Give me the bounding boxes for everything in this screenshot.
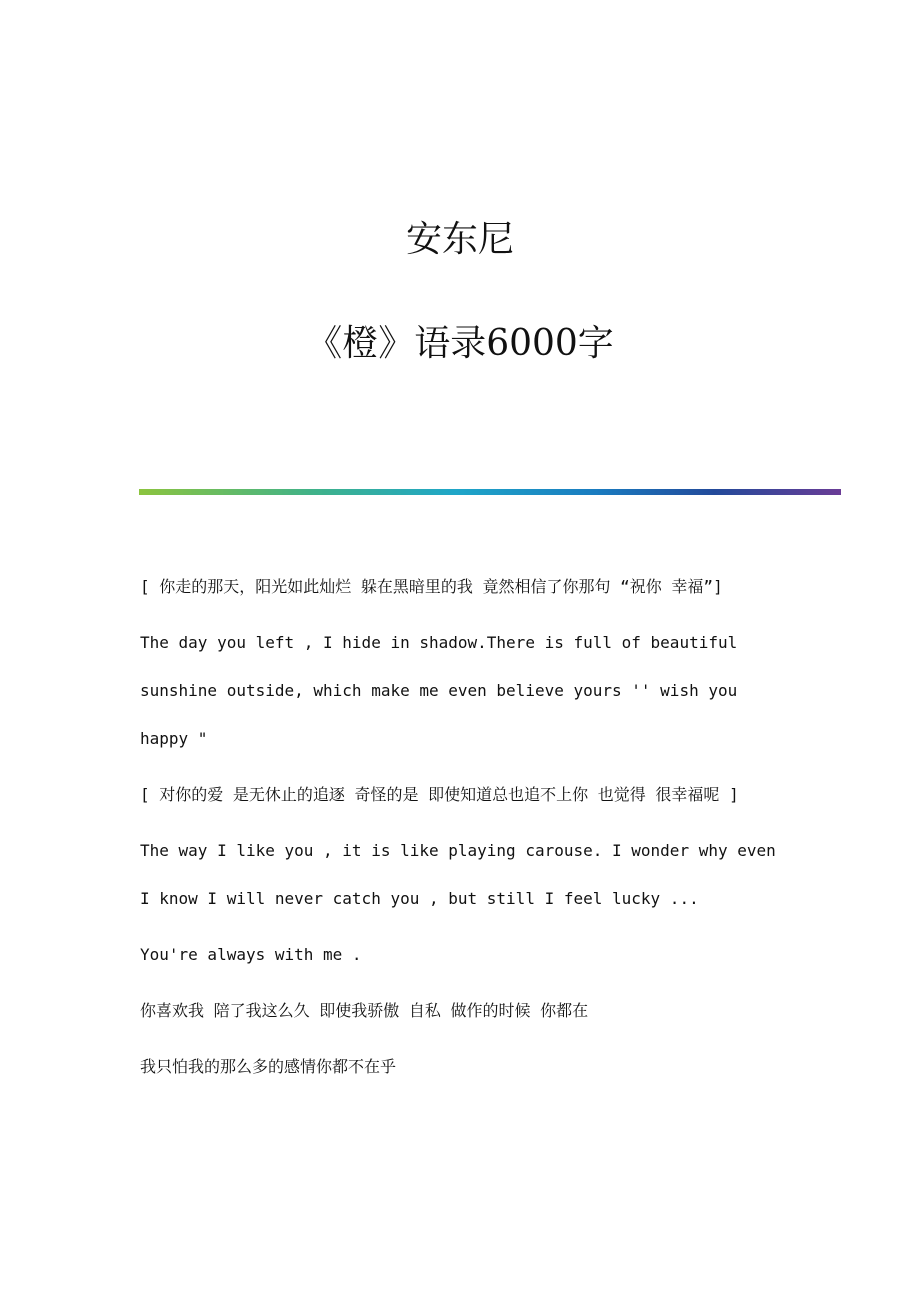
paragraph-english-2: The way I like you , it is like playing carouse. I wonder why even I know I will never catch you , but still I feel lucky ... [140,841,776,908]
paragraph-chinese-2: [ 对你的爱 是无休止的追逐 奇怪的是 即使知道总也追不上你 也觉得 很幸福呢 ] [140,785,739,804]
document-title-main: 《橙》语录6000字 [306,323,614,364]
paragraph-english-1: The day you left , I hide in shadow.There is full of beautiful sunshine outside, which make me even believe yours '' wish you happy " [140,633,738,748]
paragraph-english-3: You're always with me . [140,945,362,964]
document-title-author: 安东尼 [405,219,514,260]
document-body [140,563,790,1091]
gradient-divider [139,489,841,495]
paragraph-chinese-4: 我只怕我的那么多的感情你都不在乎 [140,1057,397,1076]
paragraph-chinese-3: 你喜欢我 陪了我这么久 即使我骄傲 自私 做作的时候 你都在 [140,1001,589,1020]
paragraph-chinese-1: [ 你走的那天，阳光如此灿烂 躲在黑暗里的我 竟然相信了你那句 “祝你 幸福”] [140,577,723,596]
